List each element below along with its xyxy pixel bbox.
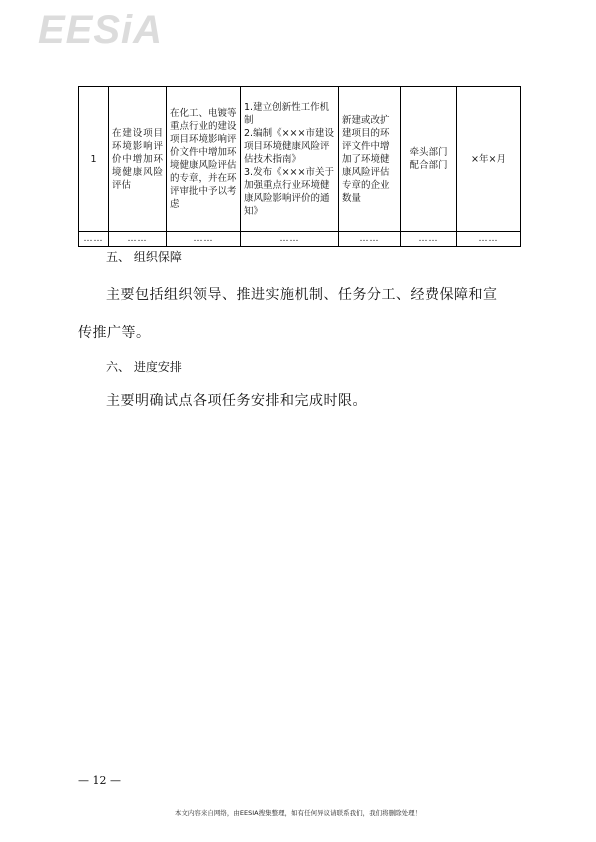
ellipsis-cell: …… [109, 232, 167, 247]
measures-cell [241, 87, 339, 232]
measure-item: 3.发布《×××市关于加强重点行业环境健康风险影响评价的通知》 [244, 166, 334, 217]
table-row [79, 232, 521, 247]
ellipsis-cell: …… [167, 232, 241, 247]
ellipsis-cell: …… [79, 232, 109, 247]
section-6-body: 主要明确试点各项任务安排和完成时限。 [106, 393, 367, 409]
section-5-body-line1: 主要包括组织领导、推进实施机制、任务分工、经费保障和宣 [106, 287, 498, 303]
table-row [79, 87, 521, 232]
section-5-body-line2: 传推广等。 [78, 325, 151, 341]
task-cell: 在建设项目环境影响评价中增加环境健康风险评估 [109, 87, 167, 232]
time-cell: ×年×月 [457, 87, 521, 232]
section-5-heading: 五、 组织保障 [106, 250, 182, 264]
page-number: — 12 — [78, 774, 121, 787]
footer-note: 本文内容来自网络，由EESIA搜集整理，如有任何异议请联系我们，我们将删除处理！ [174, 809, 422, 817]
ellipsis-cell: …… [339, 232, 401, 247]
measure-item: 1.建立创新性工作机制 [244, 101, 330, 126]
ellipsis-cell: …… [241, 232, 339, 247]
section-6-heading: 六、 进度安排 [106, 360, 182, 374]
measure-item: 2.编制《×××市建设项目环境健康风险评估技术指南》 [244, 127, 334, 165]
content-cell: 在化工、电镀等重点行业的建设项目环境影响评价文件中增加环境健康风险评估的专章，并在环评审批中予以考虑 [167, 87, 241, 232]
indicator-cell: 新建或改扩建项目的环评文件中增加了环境健康风险评估专章的企业数量 [339, 87, 401, 232]
department-cell: 牵头部门 配合部门 [401, 87, 457, 232]
ellipsis-cell: …… [457, 232, 521, 247]
ellipsis-cell: …… [401, 232, 457, 247]
task-table [78, 86, 521, 247]
row-index: 1 [79, 87, 109, 232]
eesia-logo: EESiA [38, 8, 164, 52]
